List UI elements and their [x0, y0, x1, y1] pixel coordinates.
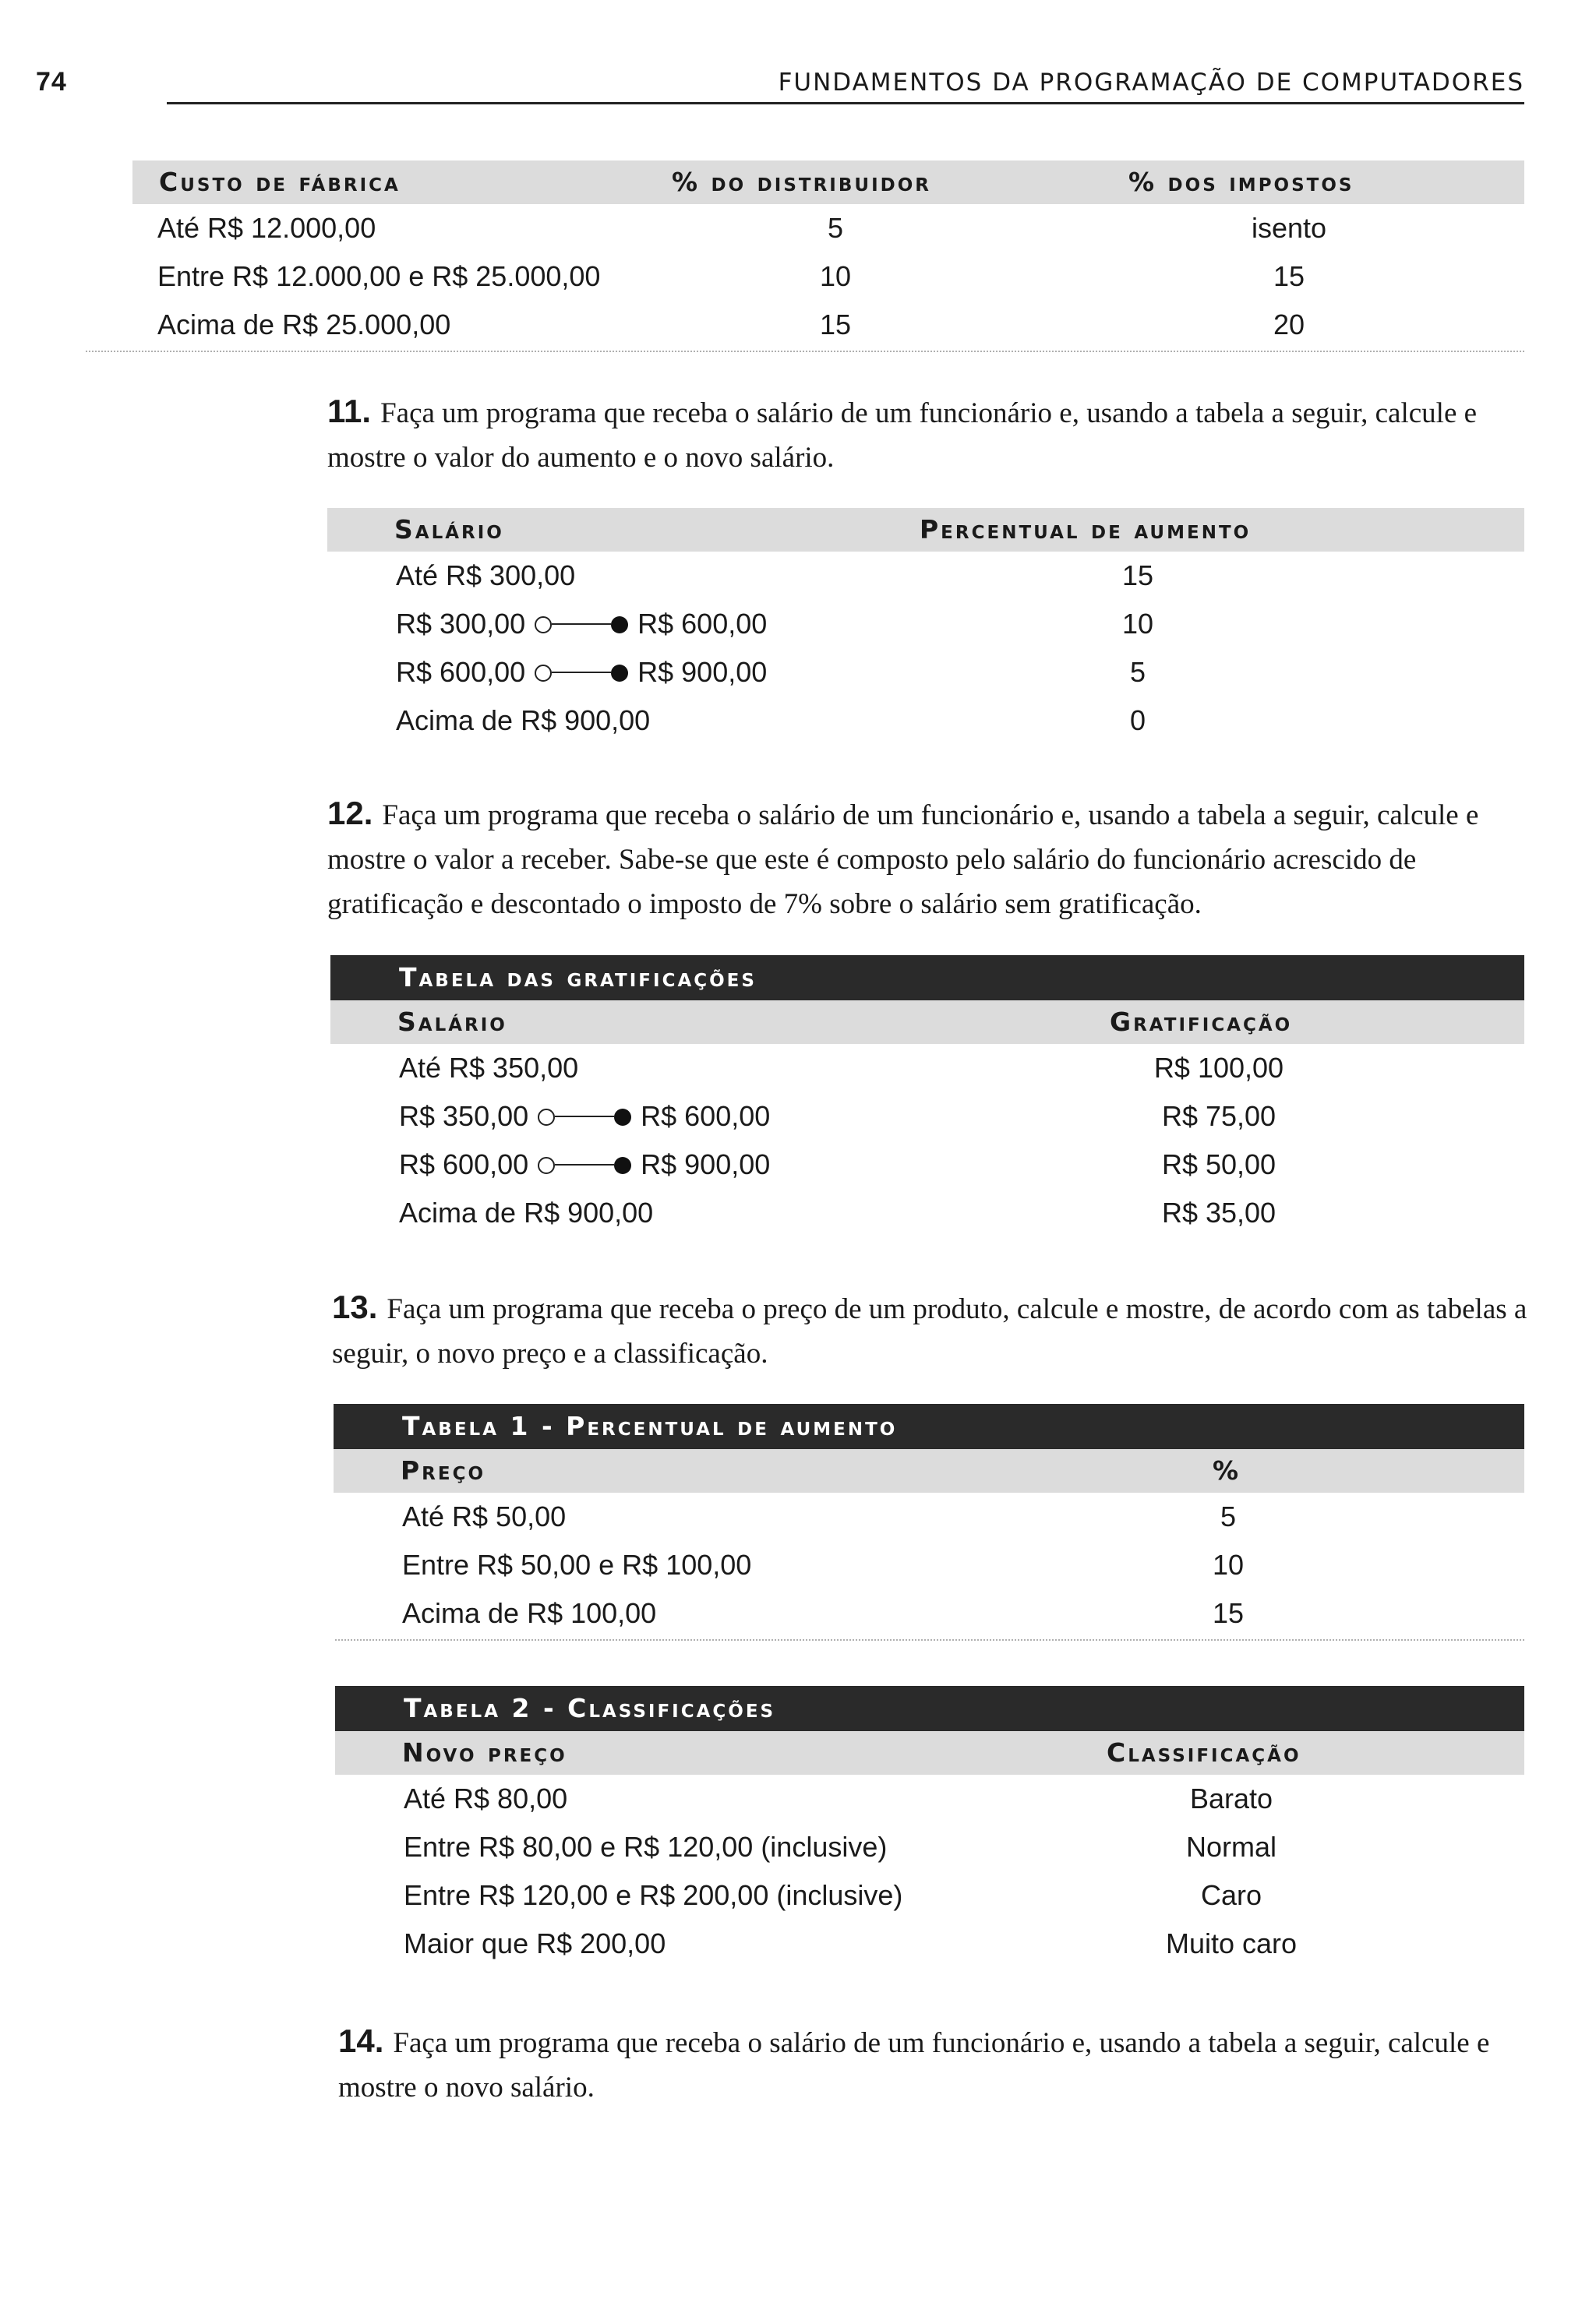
- dotted-divider: [86, 351, 1524, 352]
- table-cell: R$ 75,00: [1161, 1100, 1276, 1132]
- table-cell: 5: [827, 212, 844, 244]
- salary-range: [399, 1092, 770, 1141]
- salary-range: [396, 648, 767, 696]
- table-cell: Entre R$ 120,00 e R$ 200,00 (inclusive): [404, 1879, 903, 1911]
- table-row: [330, 1141, 1524, 1189]
- column-header: Novo preço: [402, 1737, 567, 1768]
- table-cell: 15: [1121, 559, 1154, 591]
- table-cell: 15: [1212, 1597, 1245, 1629]
- column-header: Classificação: [1107, 1737, 1301, 1768]
- table-cell: Entre R$ 12.000,00 e R$ 25.000,00: [157, 260, 601, 292]
- range-arrow-icon: [538, 1155, 631, 1174]
- range-to: R$ 900,00: [637, 656, 768, 688]
- table-cell: 5: [1220, 1501, 1237, 1532]
- table-cell: Entre R$ 80,00 e R$ 120,00 (inclusive): [404, 1831, 888, 1863]
- running-header: [36, 67, 1524, 104]
- table-header: [335, 1731, 1524, 1775]
- header-rule: [167, 102, 1524, 104]
- salary-range: [399, 1141, 770, 1189]
- table-row: [335, 1823, 1524, 1871]
- table-caption: Tabela 2 - Classificações: [335, 1686, 1524, 1731]
- column-header: Percentual de aumento: [920, 514, 1252, 545]
- table-caption: Tabela 1 - Percentual de aumento: [334, 1404, 1524, 1449]
- table-cell: Até R$ 12.000,00: [157, 212, 376, 244]
- table-cell: 0: [1129, 704, 1146, 736]
- table-cell: Muito caro: [1165, 1927, 1298, 1959]
- range-from: R$ 600,00: [396, 656, 526, 688]
- table-cell: R$ 50,00: [1161, 1148, 1276, 1180]
- column-header: Salário: [397, 1007, 507, 1037]
- exercise-12: [327, 793, 1524, 926]
- table-header: [330, 1000, 1524, 1044]
- dotted-divider: [335, 1639, 1524, 1641]
- table-cell: Acima de R$ 100,00: [402, 1597, 657, 1629]
- range-arrow-icon: [538, 1107, 631, 1126]
- table-cell: Entre R$ 50,00 e R$ 100,00: [402, 1549, 752, 1581]
- table-cell: Caro: [1200, 1879, 1262, 1911]
- table-cell: Até R$ 80,00: [404, 1783, 568, 1814]
- column-header: Gratificação: [1110, 1007, 1293, 1037]
- exercise-number: 11.: [327, 393, 372, 429]
- table-cell: Até R$ 300,00: [396, 559, 576, 591]
- page-number: 74: [36, 67, 67, 97]
- table-cell: 20: [1273, 309, 1305, 340]
- table-cell: Até R$ 50,00: [402, 1501, 567, 1532]
- exercise-text: Faça um programa que receba o salário de um funcionário e, usando a tabela a seguir, calcule e mostre o valor a receber. Sabe-se que este é composto pelo salário do funcionário acrescido de gratificação e descontado o imposto de 7% sobre o salário sem gratificação.: [327, 799, 1479, 920]
- table-header: [132, 160, 1524, 204]
- book-title: FUNDAMENTOS DA PROGRAMAÇÃO DE COMPUTADORES: [778, 69, 1524, 97]
- exercise-14: [338, 2021, 1535, 2110]
- table-cell: Até R$ 350,00: [399, 1052, 579, 1084]
- exercise-number: 14.: [338, 2022, 384, 2059]
- table-cell: 5: [1129, 656, 1146, 688]
- table-row: [335, 1775, 1524, 1823]
- exercise-11: [327, 391, 1524, 480]
- table-row: [335, 1871, 1524, 1920]
- gratification-table: [330, 955, 1524, 1237]
- table-row: [334, 1541, 1524, 1589]
- table-row: [334, 1493, 1524, 1541]
- range-from: R$ 600,00: [399, 1148, 529, 1180]
- exercise-number: 13.: [332, 1289, 378, 1325]
- range-arrow-icon: [535, 663, 628, 682]
- table-row: [327, 696, 1524, 745]
- range-to: R$ 900,00: [641, 1148, 771, 1180]
- table-cell: Acima de R$ 900,00: [399, 1197, 654, 1229]
- table-caption: Tabela das gratificações: [330, 955, 1524, 1000]
- table-row: [132, 252, 1524, 301]
- table-cell: Barato: [1189, 1783, 1273, 1814]
- table-header: [334, 1449, 1524, 1493]
- table-cell: isento: [1251, 212, 1327, 244]
- table-row: [334, 1589, 1524, 1638]
- exercise-text: Faça um programa que receba o preço de um produto, calcule e mostre, de acordo com as tabelas a seguir, o novo preço e a classificação.: [332, 1293, 1527, 1370]
- salary-increase-table: [327, 508, 1524, 745]
- table-row: [330, 1044, 1524, 1092]
- range-to: R$ 600,00: [637, 608, 768, 640]
- table-row: [132, 204, 1524, 252]
- table-cell: 15: [1273, 260, 1305, 292]
- exercise-number: 12.: [327, 795, 373, 831]
- table-cell: 10: [1212, 1549, 1245, 1581]
- table-row: [330, 1189, 1524, 1237]
- exercise-text: Faça um programa que receba o salário de um funcionário e, usando a tabela a seguir, calcule e mostre o novo salário.: [338, 2027, 1490, 2104]
- exercise-text: Faça um programa que receba o salário de um funcionário e, usando a tabela a seguir, calcule e mostre o valor do aumento e o novo salário.: [327, 397, 1478, 474]
- column-header: % do distribuidor: [672, 167, 931, 197]
- column-header: % dos impostos: [1128, 167, 1354, 197]
- factory-cost-table: [132, 160, 1524, 349]
- column-header: Salário: [394, 514, 504, 545]
- table-cell: Acima de R$ 25.000,00: [157, 309, 451, 340]
- column-header: %: [1213, 1455, 1241, 1486]
- table-header: [327, 508, 1524, 552]
- price-increase-table: [334, 1404, 1524, 1638]
- range-to: R$ 600,00: [641, 1100, 771, 1132]
- classification-table: [335, 1686, 1524, 1968]
- table-cell: R$ 100,00: [1153, 1052, 1284, 1084]
- table-row: [330, 1092, 1524, 1141]
- table-row: [327, 600, 1524, 648]
- table-row: [335, 1920, 1524, 1968]
- range-from: R$ 300,00: [396, 608, 526, 640]
- table-cell: R$ 35,00: [1161, 1197, 1276, 1229]
- table-cell: Normal: [1185, 1831, 1277, 1863]
- range-from: R$ 350,00: [399, 1100, 529, 1132]
- table-cell: 10: [819, 260, 852, 292]
- exercise-13: [332, 1287, 1529, 1376]
- column-header: Preço: [401, 1455, 486, 1486]
- table-row: [132, 301, 1524, 349]
- table-row: [327, 552, 1524, 600]
- column-header: Custo de fábrica: [159, 167, 401, 197]
- table-cell: Acima de R$ 900,00: [396, 704, 651, 736]
- table-row: [327, 648, 1524, 696]
- table-cell: Maior que R$ 200,00: [404, 1927, 666, 1959]
- range-arrow-icon: [535, 615, 628, 633]
- table-cell: 15: [819, 309, 852, 340]
- table-cell: 10: [1121, 608, 1154, 640]
- salary-range: [396, 600, 767, 648]
